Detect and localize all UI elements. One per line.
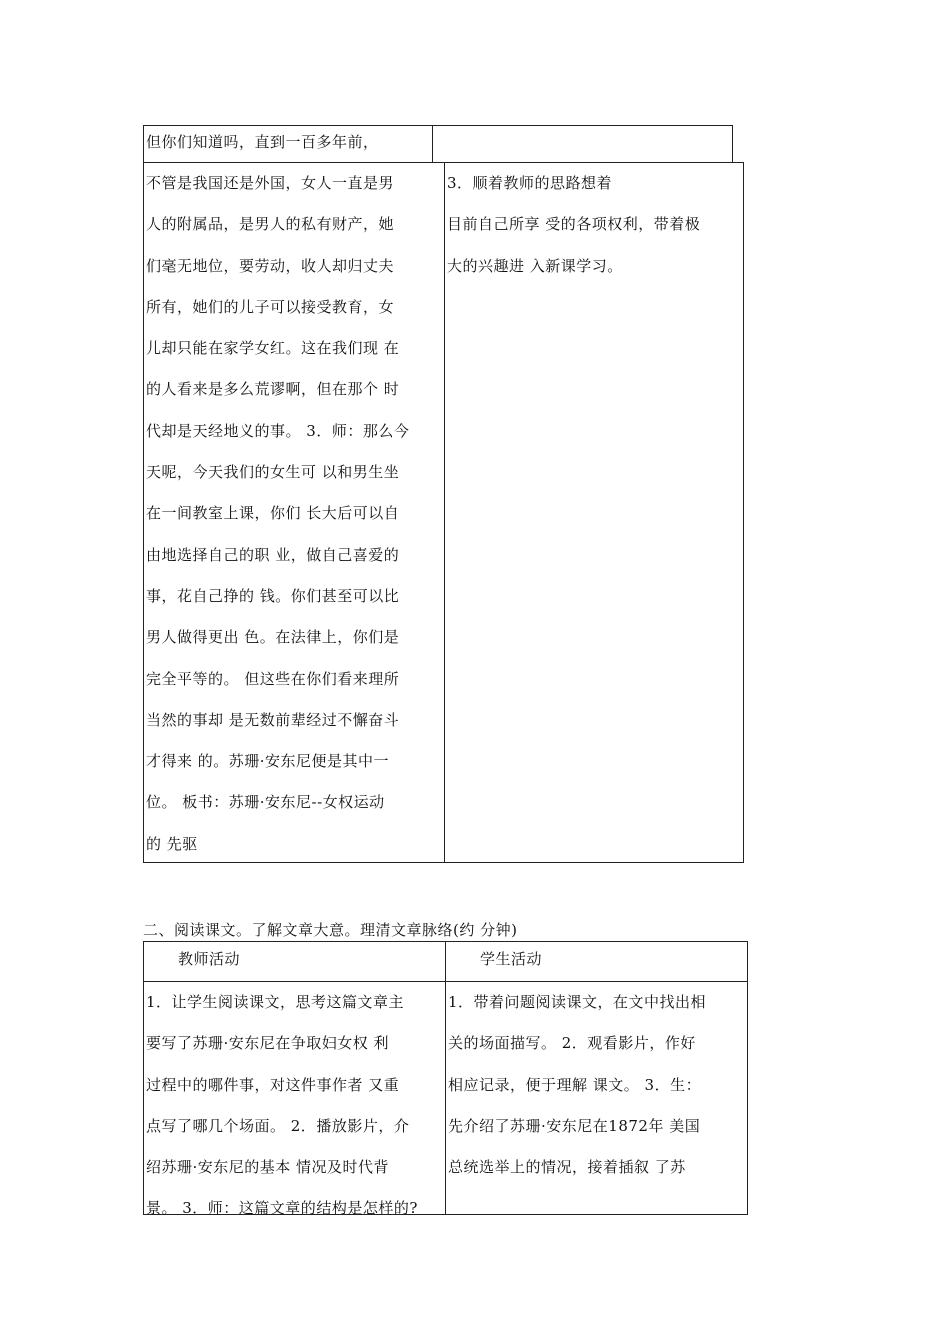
- table1-teacher-line: 儿却只能在家学女红。这在我们现 在: [146, 339, 400, 358]
- table2-student-line: 1．带着问题阅读课文，在文中找出相: [448, 993, 707, 1011]
- table1-teacher-text: [146, 163, 445, 865]
- table1-teacher-line: 天呢，今天我们的女生可 以和男生坐: [146, 463, 400, 482]
- table2-teacher-line: 绍苏珊·安东尼的基本 情况及时代背: [146, 1158, 390, 1177]
- table1-teacher-line: 所有，她们的儿子可以接受教育，女: [146, 297, 395, 316]
- table2-student-line: 关的场面描写。 2．观看影片，作好: [448, 1034, 696, 1053]
- table1-teacher-line: 男人做得更出 色。在法律上，你们是: [146, 628, 400, 647]
- table2-header-teacher: [143, 941, 446, 982]
- table1-teacher-line: 的 先驱: [146, 834, 198, 853]
- table2-student-line: 相应记录，便于理解 课文。 3．生：: [448, 1075, 702, 1094]
- table1-student-line: 大的兴趣进 入新课学习。: [447, 256, 623, 275]
- table2-teacher-text: [146, 982, 446, 1230]
- table2-student-cell: [445, 981, 748, 1215]
- table2-teacher-line: 景。 3．师：这篇文章的结构是怎样的?: [146, 1199, 418, 1218]
- section2-heading: 二、阅读课文。了解文章大意。理清文章脉络(约 分钟): [143, 921, 518, 939]
- table1-top-right-cell: [432, 125, 733, 163]
- table1-teacher-line: 由地选择自己的职 业，做自己喜爱的: [146, 545, 400, 564]
- table2-header-student: [445, 941, 748, 982]
- table2-student-text: [448, 982, 747, 1188]
- table2-header-student-label: 学生活动: [480, 950, 543, 968]
- table1-student-line: 目前自己所享 受的各项权利，带着极: [447, 215, 701, 234]
- table1-teacher-line: 的人看来是多么荒谬啊，但在那个 时: [146, 380, 400, 399]
- table2-teacher-line: 点写了哪几个场面。 2．播放影片，介: [146, 1116, 410, 1135]
- table1-teacher-cell: [143, 162, 445, 863]
- table2-teacher-line: 1．让学生阅读课文，思考这篇文章主: [146, 993, 405, 1011]
- table1-teacher-line: 才得来 的。苏珊·安东尼便是其中一: [146, 752, 390, 771]
- table1-teacher-line: 人的附属品，是男人的私有财产，她: [146, 215, 395, 234]
- table2-header-teacher-label: 教师活动: [178, 950, 241, 968]
- table1-teacher-line: 在一间教室上课，你们 长大后可以自: [146, 504, 400, 523]
- table1-teacher-line: 不管是我国还是外国，女人一直是男: [146, 174, 395, 192]
- table2-teacher-line: 过程中的哪件事，对这件事作者 又重: [146, 1075, 400, 1094]
- table1-teacher-line: 位。 板书：苏珊·安东尼--女权运动: [146, 793, 385, 812]
- table2-student-line: 总统选举上的情况，接着插叙 了苏: [448, 1158, 686, 1177]
- table2-teacher-line: 要写了苏珊·安东尼在争取妇女权 利: [146, 1034, 390, 1053]
- table1-top-left-cell: [143, 125, 434, 163]
- table1-student-text: [447, 163, 743, 287]
- table1-teacher-line: 事，花自己挣的 钱。你们甚至可以比: [146, 586, 400, 605]
- table1-teacher-line: 当然的事却 是无数前辈经过不懈奋斗: [146, 710, 400, 729]
- table1-student-cell: [444, 162, 744, 863]
- table2-teacher-cell: [143, 981, 446, 1218]
- table1-teacher-line: 们毫无地位，要劳动，收人却归丈夫: [146, 256, 395, 275]
- table2-student-line: 先介绍了苏珊·安东尼在1872年 美国: [448, 1116, 701, 1135]
- table1-teacher-line: 完全平等的。 但这些在你们看来理所: [146, 669, 400, 688]
- table1-top-left-text: 但你们知道吗，直到一百多年前，: [146, 133, 379, 151]
- table1-student-line: 3．顺着教师的思路想着: [447, 174, 613, 192]
- table1-teacher-line: 代却是天经地义的事。 3．师：那么今: [146, 421, 410, 440]
